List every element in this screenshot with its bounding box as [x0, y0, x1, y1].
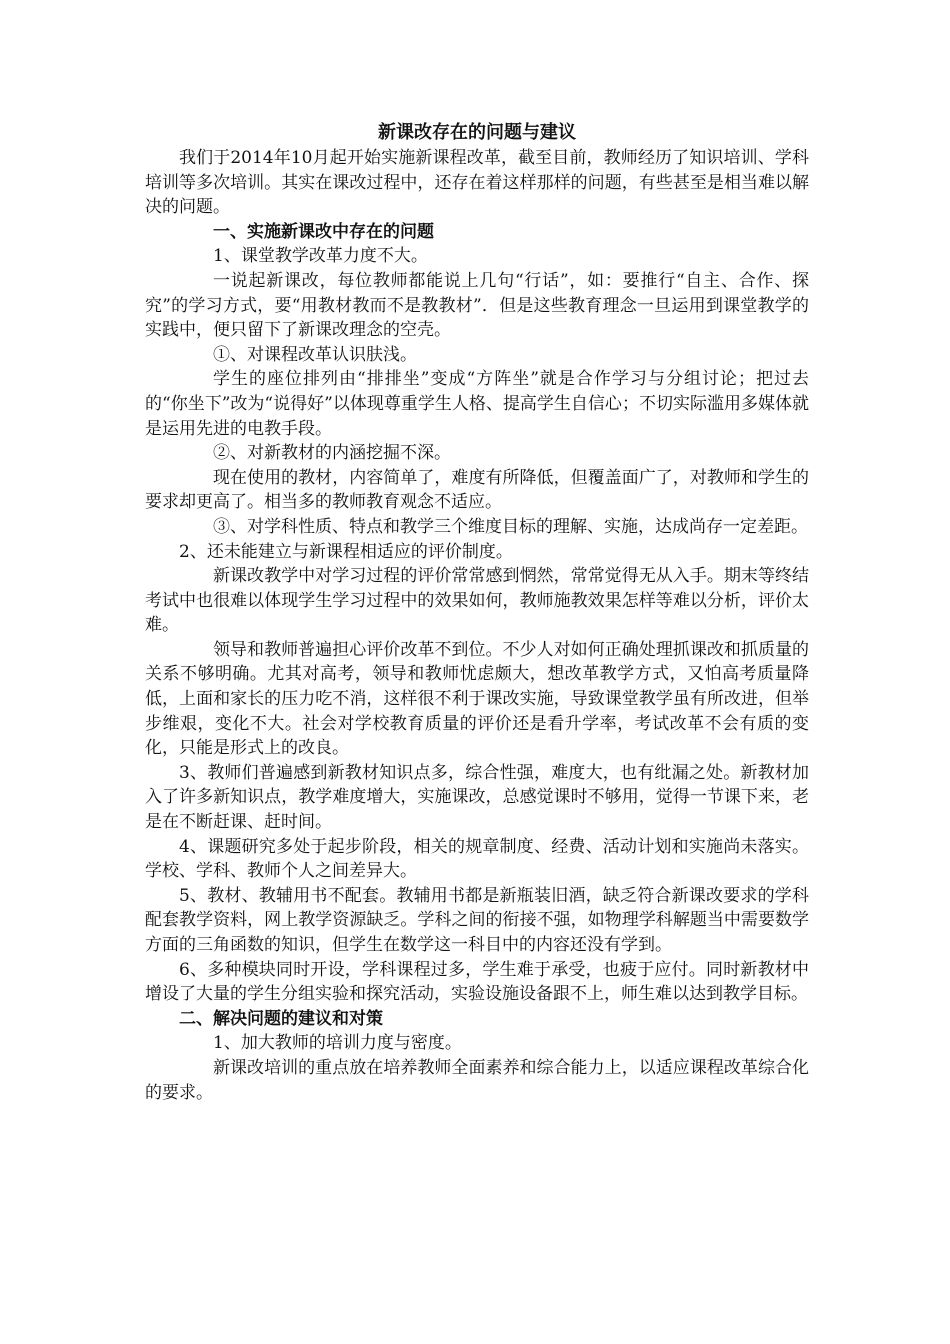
paragraph: 1、加大教师的培训力度与密度。	[213, 1033, 462, 1054]
paragraph: 学生的座位排列由“排排坐”变成“方阵坐”就是合作学习与分组讨论；把过去的“你坐下”改为“说得好”以体现尊重学生人格、提高学生自信心；不切实际滥用多媒体就是运用先进的电教手段。	[145, 369, 809, 439]
paragraph: 新课改培训的重点放在培养教师全面素养和综合能力上，以适应课程改革综合化的要求。	[145, 1057, 809, 1103]
paragraph: 新课改教学中对学习过程的评价常常感到惘然，常常觉得无从入手。期末等终结考试中也很难以体现学生学习过程中的效果如何，教师施教效果怎样等难以分析，评价太难。	[145, 566, 809, 636]
paragraph: ③、对学科性质、特点和教学三个维度目标的理解、实施，达成尚存一定差距。	[213, 516, 808, 537]
paragraph: 我们于2014年10月起开始实施新课程改革，截至目前，教师经历了知识培训、学科培训等多次培训。其实在课改过程中，还存在着这样那样的问题，有些甚至是相当难以解决的问题。	[145, 148, 809, 218]
section-heading: 二、解决问题的建议和对策	[179, 1008, 383, 1029]
paragraph: 现在使用的教材，内容简单了，难度有所降低，但覆盖面广了，对教师和学生的要求却更高了。相当多的教师教育观念不适应。	[145, 467, 809, 513]
paragraph: ①、对课程改革认识肤浅。	[213, 344, 417, 365]
paragraph: 一说起新课改，每位教师都能说上几句“行话”，如：要推行“自主、合作、探究”的学习方式，要“用教材教而不是教教材”．但是这些教育理念一旦运用到课堂教学的实践中，便只留下了新课改理念的空壳。	[145, 270, 809, 341]
document-title: 新课改存在的问题与建议	[378, 122, 576, 143]
paragraph: 5、教材、教辅用书不配套。教辅用书都是新瓶装旧酒，缺乏符合新课改要求的学科配套教学资料，网上教学资源缺乏。学科之间的衔接不强，如物理学科解题当中需要数学方面的三角函数的知识，但学生在数学这一科目中的内容还没有学到。	[145, 885, 809, 955]
document-body	[145, 146, 809, 1105]
paragraph: 6、多种模块同时开设，学科课程过多，学生难于承受，也疲于应付。同时新教材中增设了大量的学生分组实验和探究活动，实验设施设备跟不上，师生难以达到教学目标。	[145, 959, 809, 1005]
paragraph: 2、还未能建立与新课程相适应的评价制度。	[179, 541, 513, 562]
paragraph: ②、对新教材的内涵挖掘不深。	[213, 443, 451, 464]
section-heading: 一、实施新课改中存在的问题	[213, 221, 434, 242]
paragraph: 领导和教师普遍担心评价改革不到位。不少人对如何正确处理抓课改和抓质量的关系不够明确。尤其对高考，领导和教师忧虑颇大，想改革教学方式，又怕高考质量降低，上面和家长的压力吃不消，这样很不利于课改实施，导致课堂教学虽有所改进，但举步维艰，变化不大。社会对学校教育质量的评价还是看升学率，考试改革不会有质的变化，只能是形式上的改良。	[145, 639, 809, 759]
document-page	[145, 120, 809, 1105]
paragraph: 1、课堂教学改革力度不大。	[213, 246, 428, 267]
paragraph: 4、课题研究多处于起步阶段，相关的规章制度、经费、活动计划和实施尚未落实。学校、学科、教师个人之间差异大。	[145, 836, 809, 882]
paragraph: 3、教师们普遍感到新教材知识点多，综合性强，难度大，也有纰漏之处。新教材加入了许多新知识点，教学难度增大，实施课改，总感觉课时不够用，觉得一节课下来，老是在不断赶课、赶时间。	[145, 762, 809, 833]
